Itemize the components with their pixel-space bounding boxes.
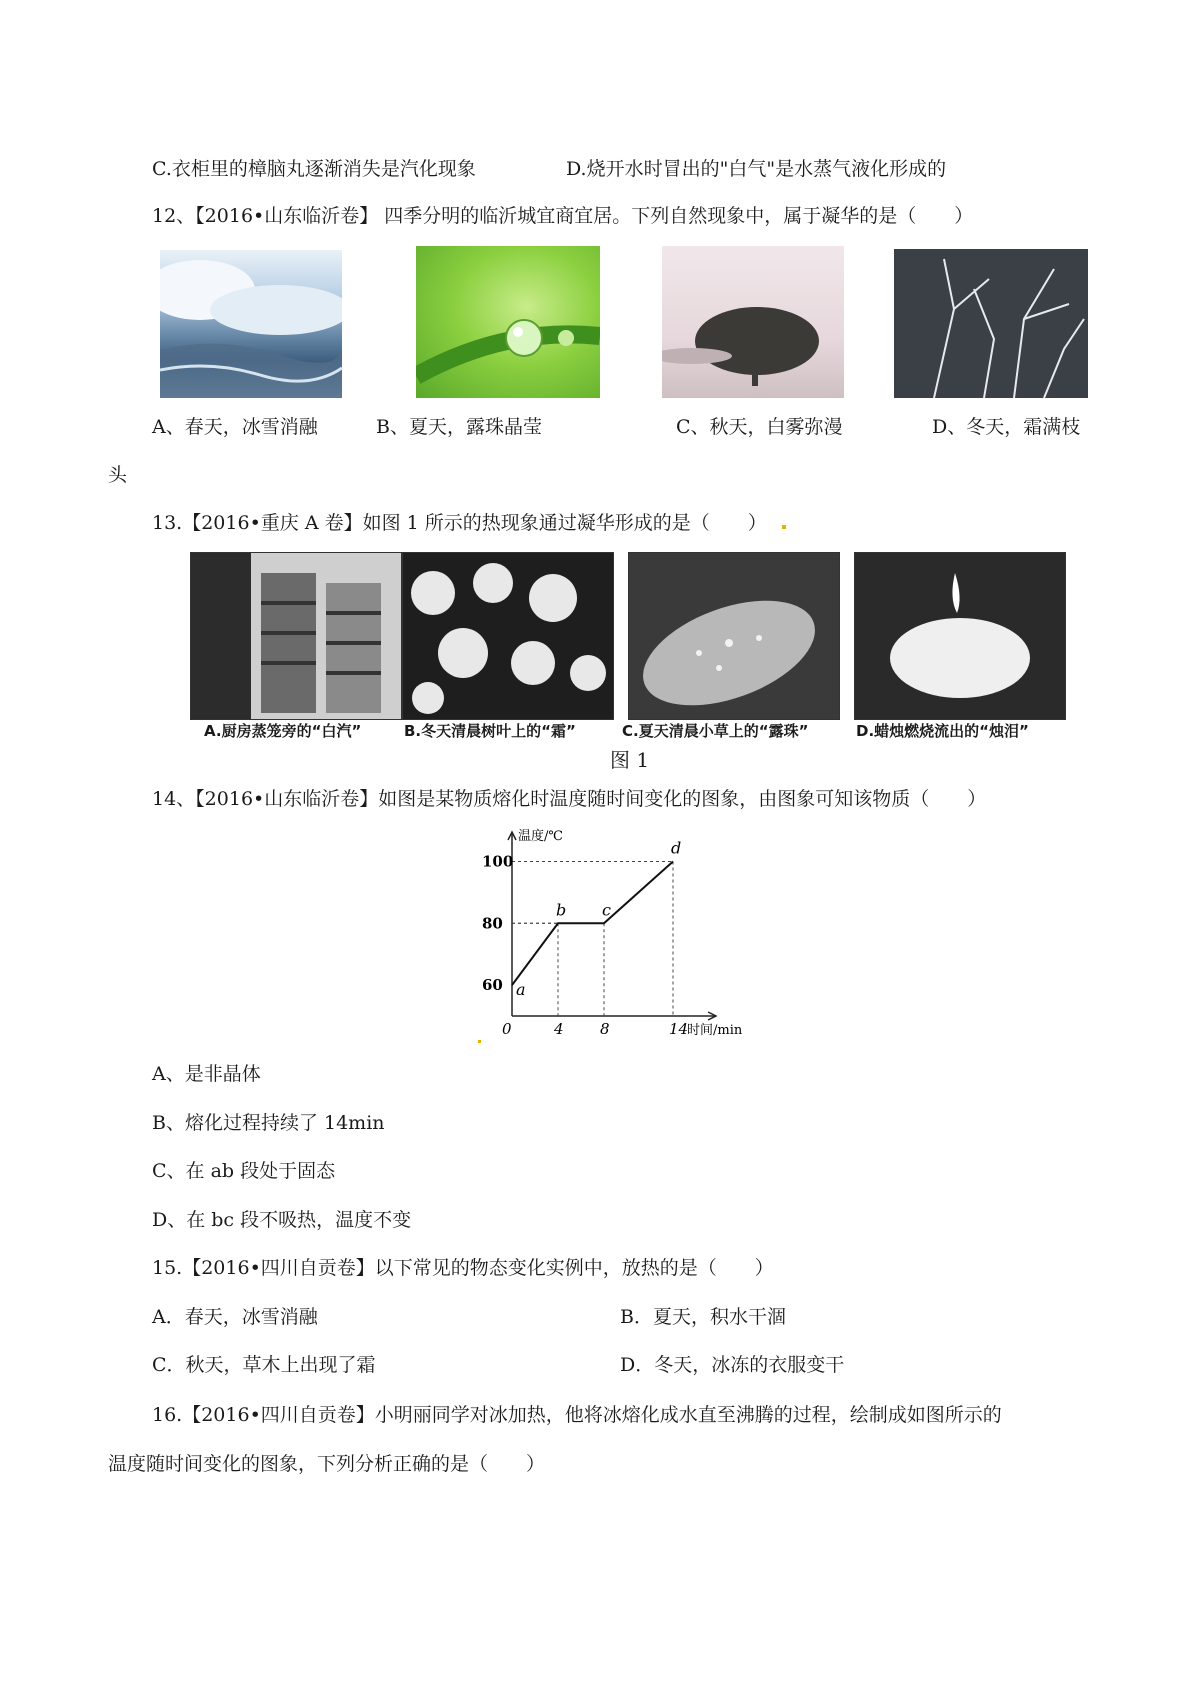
q14-stem: 14、【2016•山东临沂卷】如图是某物质熔化时温度随时间变化的图象，由图象可知该物质（ ） xyxy=(152,788,987,810)
photo-fog xyxy=(662,246,844,398)
y-tick-60: 60 xyxy=(482,976,503,995)
photo-candle xyxy=(854,552,1066,720)
fog-image xyxy=(662,246,844,398)
q14-option-b: B、熔化过程持续了 14min xyxy=(152,1112,385,1134)
y-tick-100: 100 xyxy=(482,852,514,871)
point-label-c: c xyxy=(602,900,611,920)
frost-leaves-image xyxy=(403,553,613,719)
q13-caption-d: D.蜡烛燃烧流出的“烛泪” xyxy=(856,722,1029,740)
q12-option-d-wrap: 头 xyxy=(108,464,128,486)
x-tick-0: 0 xyxy=(502,1020,512,1036)
point-label-a: a xyxy=(516,980,526,1000)
point-label-b: b xyxy=(556,900,567,920)
q15-stem: 15.【2016•四川自贡卷】以下常见的物态变化实例中，放热的是（ ） xyxy=(152,1257,774,1279)
photo-melting-ice xyxy=(160,250,342,398)
x-tick-4: 4 xyxy=(554,1020,564,1036)
photo-frost-leaves xyxy=(402,552,614,720)
q15-option-a: A．春天，冰雪消融 xyxy=(152,1306,318,1328)
x-tick-8: 8 xyxy=(600,1020,610,1036)
q13-captions xyxy=(190,720,1070,746)
steamer-image xyxy=(191,553,401,719)
point-label-d: d xyxy=(671,838,682,858)
q12-option-c: C、秋天，白雾弥漫 xyxy=(676,416,843,438)
q15-option-c: C．秋天，草木上出现了霜 xyxy=(152,1354,376,1376)
candle-image xyxy=(855,553,1065,719)
q12-option-a: A、春天，冰雪消融 xyxy=(152,416,318,438)
photo-steamer xyxy=(190,552,402,720)
q15-option-b: B．夏天，积水干涸 xyxy=(620,1306,786,1328)
x-tick-14: 14 xyxy=(669,1020,689,1036)
frost-branches-image xyxy=(894,249,1088,398)
prev-option-d: D.烧开水时冒出的"白气"是水蒸气液化形成的 xyxy=(566,158,947,180)
q13-caption-a: A.厨房蒸笼旁的“白汽” xyxy=(204,722,362,740)
melting-curve-chart xyxy=(478,826,778,1036)
photo-dewdrop xyxy=(416,246,600,398)
q16-stem-line2: 温度随时间变化的图象，下列分析正确的是（ ） xyxy=(108,1453,546,1475)
y-tick-80: 80 xyxy=(482,914,503,933)
q13-stem: 13.【2016•重庆 A 卷】如图 1 所示的热现象通过凝华形成的是（ ） xyxy=(152,512,767,534)
chart-ticks xyxy=(482,852,688,1036)
chart-x-axis-label: 时间/min xyxy=(687,1023,743,1036)
chart-axes xyxy=(508,832,716,1020)
q14-option-c: C、在 ab 段处于固态 xyxy=(152,1160,336,1182)
chart-y-axis-label: 温度/℃ xyxy=(518,829,563,844)
q14-option-a: A、是非晶体 xyxy=(152,1063,261,1085)
stray-mark-2 xyxy=(478,1040,481,1043)
q13-caption-b: B.冬天清晨树叶上的“霜” xyxy=(404,722,576,740)
prev-option-c: C.衣柜里的樟脑丸逐渐消失是汽化现象 xyxy=(152,158,476,180)
photo-dew-leaf xyxy=(628,552,840,720)
q15-option-d: D．冬天，冰冻的衣服变干 xyxy=(620,1354,845,1376)
chart-guide-lines xyxy=(512,861,673,1016)
q14-option-d: D、在 bc 段不吸热，温度不变 xyxy=(152,1209,412,1231)
chart-point-labels xyxy=(516,838,681,999)
q12-stem: 12、【2016•山东临沂卷】 四季分明的临沂城宜商宜居。下列自然现象中，属于凝华的是（ ） xyxy=(152,205,974,227)
q12-option-b: B、夏天，露珠晶莹 xyxy=(376,416,542,438)
q16-stem-line1: 16.【2016•四川自贡卷】小明丽同学对冰加热，他将冰熔化成水直至沸腾的过程，绘制成如图所示的 xyxy=(152,1404,1002,1426)
melting-ice-image xyxy=(160,250,342,398)
q13-caption-c: C.夏天清晨小草上的“露珠” xyxy=(622,722,809,740)
dew-leaf-image xyxy=(629,553,839,719)
q12-option-d: D、冬天，霜满枝 xyxy=(932,416,1081,438)
photo-frost xyxy=(894,249,1088,398)
dewdrop-image xyxy=(416,246,600,398)
q13-figure-label: 图 1 xyxy=(610,748,650,772)
stray-mark xyxy=(782,525,786,529)
